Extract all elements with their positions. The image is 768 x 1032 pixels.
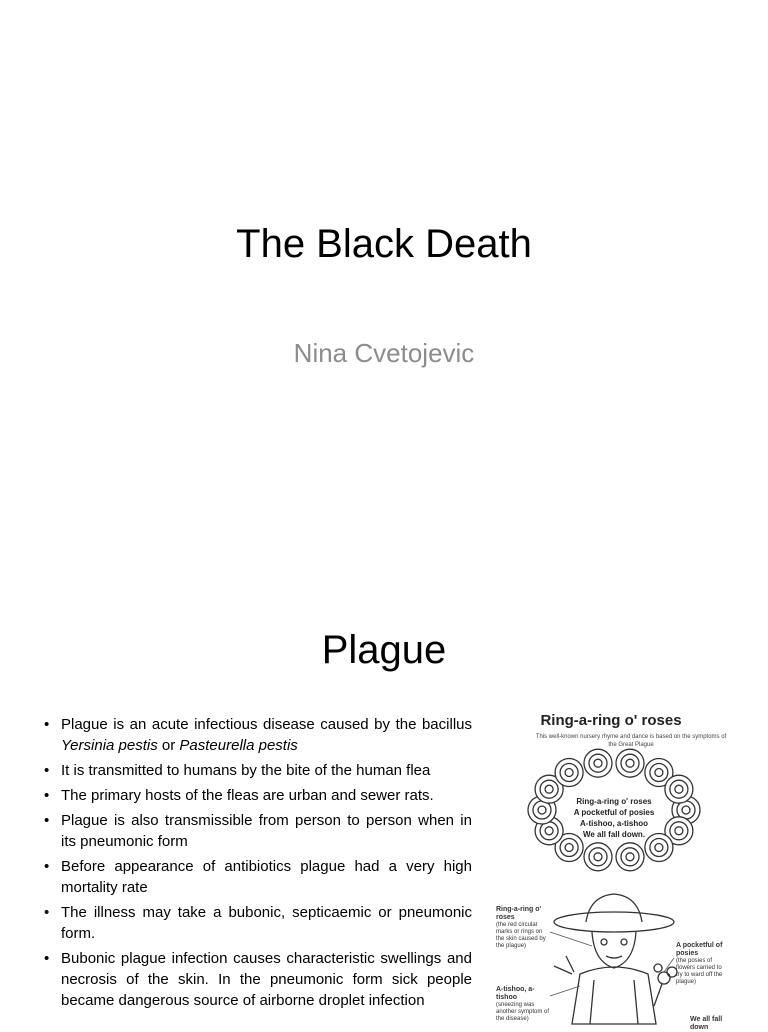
- annotation-title: We all fall down: [690, 1016, 723, 1031]
- plague-doctor-icon: [554, 894, 677, 1024]
- verse-line: We all fall down.: [582, 830, 646, 839]
- species-name: Pasteurella pestis: [179, 737, 298, 754]
- author-name: Nina Cvetojevic: [293, 338, 475, 368]
- annotation-text: (the red circular marks or rings on the skin caused by the plague): [496, 922, 546, 949]
- illustration-title: Ring-a-ring o' roses: [540, 712, 682, 729]
- presentation-title: The Black Death: [236, 222, 532, 266]
- verse-line: A-tishoo, a-tishoo: [580, 819, 648, 828]
- bullet-item: • It is transmitted to humans by the bite of the human flea: [44, 760, 472, 781]
- rose-icon: [584, 843, 612, 871]
- bullet-item: • Before appearance of antibiotics plague had a very high mortality rate: [44, 856, 472, 898]
- verse-line: Ring-a-ring o' roses: [576, 797, 652, 806]
- plague-slide: [0, 580, 768, 1031]
- annotation-title: A pocketful of posies: [676, 942, 723, 957]
- rose-icon: [616, 749, 644, 777]
- rose-icon: [584, 749, 612, 777]
- rose-icon: [665, 775, 693, 803]
- illustration-caption: This well-known nursery rhyme and dance is based on the symptoms of the Great Plague: [535, 734, 727, 748]
- annotation-title: Ring-a-ring o' roses: [496, 906, 542, 921]
- ring-a-roses-illustration: [494, 710, 728, 1031]
- rhyme-verse: [560, 796, 668, 840]
- bullet-item: • The illness may take a bubonic, septicaemic or pneumonic form.: [44, 902, 472, 944]
- annotation-text: (the posies of flowers carried to try to ward off the plague): [676, 958, 723, 985]
- annotation-title: A-tishoo, a-tishoo: [496, 986, 535, 1001]
- posies-annotation: [676, 942, 728, 986]
- fall-annotation: [690, 1016, 730, 1032]
- rose-icon: [555, 759, 583, 787]
- bullet-item: • The primary hosts of the fleas are urban and sewer rats.: [44, 785, 472, 806]
- bullet-item: [44, 714, 472, 756]
- bullet-item: • Bubonic plague infection causes characteristic swellings and necrosis of the skin. In the pneumonic form sick people became dangerous source of airborne droplet infection: [44, 948, 472, 1011]
- rings-annotation: [496, 906, 552, 950]
- rose-icon: [616, 843, 644, 871]
- annotation-text: (sneezing was another symptom of the disease): [496, 1002, 550, 1022]
- verse-line: A pocketful of posies: [573, 808, 655, 817]
- bullet-text: or: [157, 737, 180, 754]
- species-name: Yersinia pestis: [61, 737, 158, 754]
- bullet-list: [44, 714, 472, 1015]
- bullet-item: • Plague is also transmissible from person to person when in its pneumonic form: [44, 810, 472, 852]
- tishoo-annotation: [496, 986, 550, 1023]
- bullet-text: Plague is an acute infectious disease caused by the bacillus: [61, 716, 472, 733]
- slide-title: Plague: [321, 628, 447, 672]
